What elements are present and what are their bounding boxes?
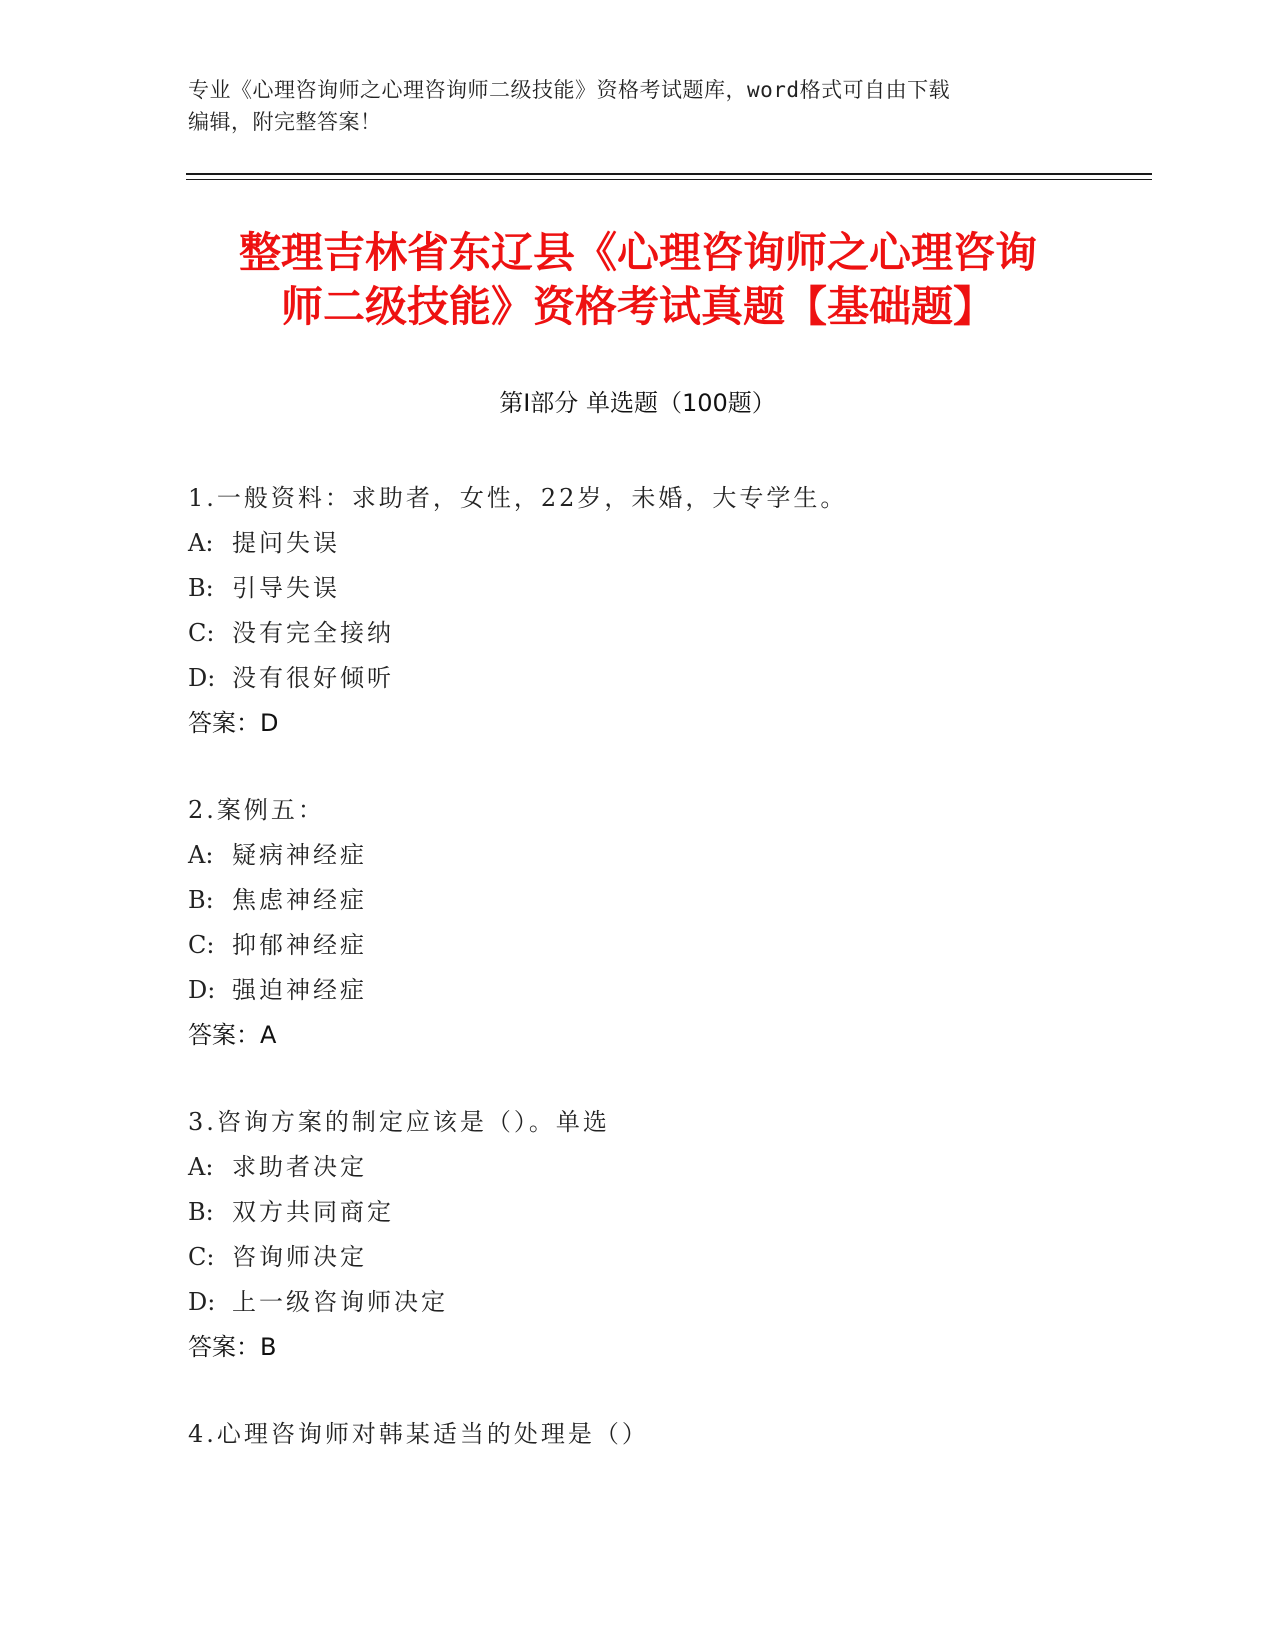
option-text: 引导失误 <box>232 574 340 602</box>
question-stem: 4.心理咨询师对韩某适当的处理是（） <box>188 1420 649 1448</box>
option-a <box>188 521 1088 566</box>
answer-label: 答案：A <box>188 1021 277 1049</box>
option-c <box>188 611 1088 656</box>
option-text: 提问失误 <box>232 529 340 557</box>
header-note <box>188 74 1088 138</box>
section-heading: 第Ⅰ部分 单选题（100题） <box>499 389 776 417</box>
question-item <box>188 476 1088 746</box>
question-stem: 2.案例五： <box>188 796 325 824</box>
header-divider <box>186 173 1152 175</box>
option-letter: C: <box>188 931 215 959</box>
header-note-line: 专业《心理咨询师之心理咨询师二级技能》资格考试题库，word格式可自由下载 <box>188 78 951 102</box>
option-text: 没有完全接纳 <box>232 619 394 647</box>
question-stem: 1.一般资料：求助者，女性，22岁，未婚，大专学生。 <box>188 484 848 512</box>
option-d <box>188 1280 1088 1325</box>
answer-label: 答案：B <box>188 1333 277 1361</box>
option-c <box>188 1235 1088 1280</box>
question-item <box>188 1412 1088 1457</box>
option-text: 强迫神经症 <box>232 976 367 1004</box>
option-letter: B: <box>188 886 214 914</box>
header-note-line: 编辑，附完整答案！ <box>188 110 382 134</box>
document-title <box>188 226 1088 334</box>
option-d <box>188 968 1088 1013</box>
option-b <box>188 1190 1088 1235</box>
option-letter: A: <box>188 529 214 557</box>
option-text: 焦虑神经症 <box>232 886 367 914</box>
option-b <box>188 878 1088 923</box>
option-letter: B: <box>188 1198 214 1226</box>
option-letter: A: <box>188 841 214 869</box>
option-letter: C: <box>188 1243 215 1271</box>
question-item <box>188 1100 1088 1370</box>
option-a <box>188 1145 1088 1190</box>
document-title-line: 整理吉林省东辽县《心理咨询师之心理咨询 <box>238 228 1037 277</box>
option-text: 疑病神经症 <box>232 841 367 869</box>
option-c <box>188 923 1088 968</box>
option-text: 上一级咨询师决定 <box>232 1288 448 1316</box>
option-letter: C: <box>188 619 215 647</box>
answer-label: 答案：D <box>188 709 279 737</box>
option-letter: D: <box>188 664 216 692</box>
question-item <box>188 788 1088 1058</box>
option-b <box>188 566 1088 611</box>
option-letter: B: <box>188 574 214 602</box>
option-text: 咨询师决定 <box>232 1243 367 1271</box>
header-divider-thin <box>186 179 1152 180</box>
option-a <box>188 833 1088 878</box>
option-text: 双方共同商定 <box>232 1198 394 1226</box>
option-text: 求助者决定 <box>232 1153 367 1181</box>
option-text: 抑郁神经症 <box>232 931 367 959</box>
document-title-line: 师二级技能》资格考试真题【基础题】 <box>280 282 995 331</box>
question-list <box>188 476 1088 1499</box>
question-stem: 3.咨询方案的制定应该是（）。单选 <box>188 1108 610 1136</box>
option-d <box>188 656 1088 701</box>
option-text: 没有很好倾听 <box>232 664 394 692</box>
option-letter: D: <box>188 976 216 1004</box>
option-letter: D: <box>188 1288 216 1316</box>
option-letter: A: <box>188 1153 214 1181</box>
